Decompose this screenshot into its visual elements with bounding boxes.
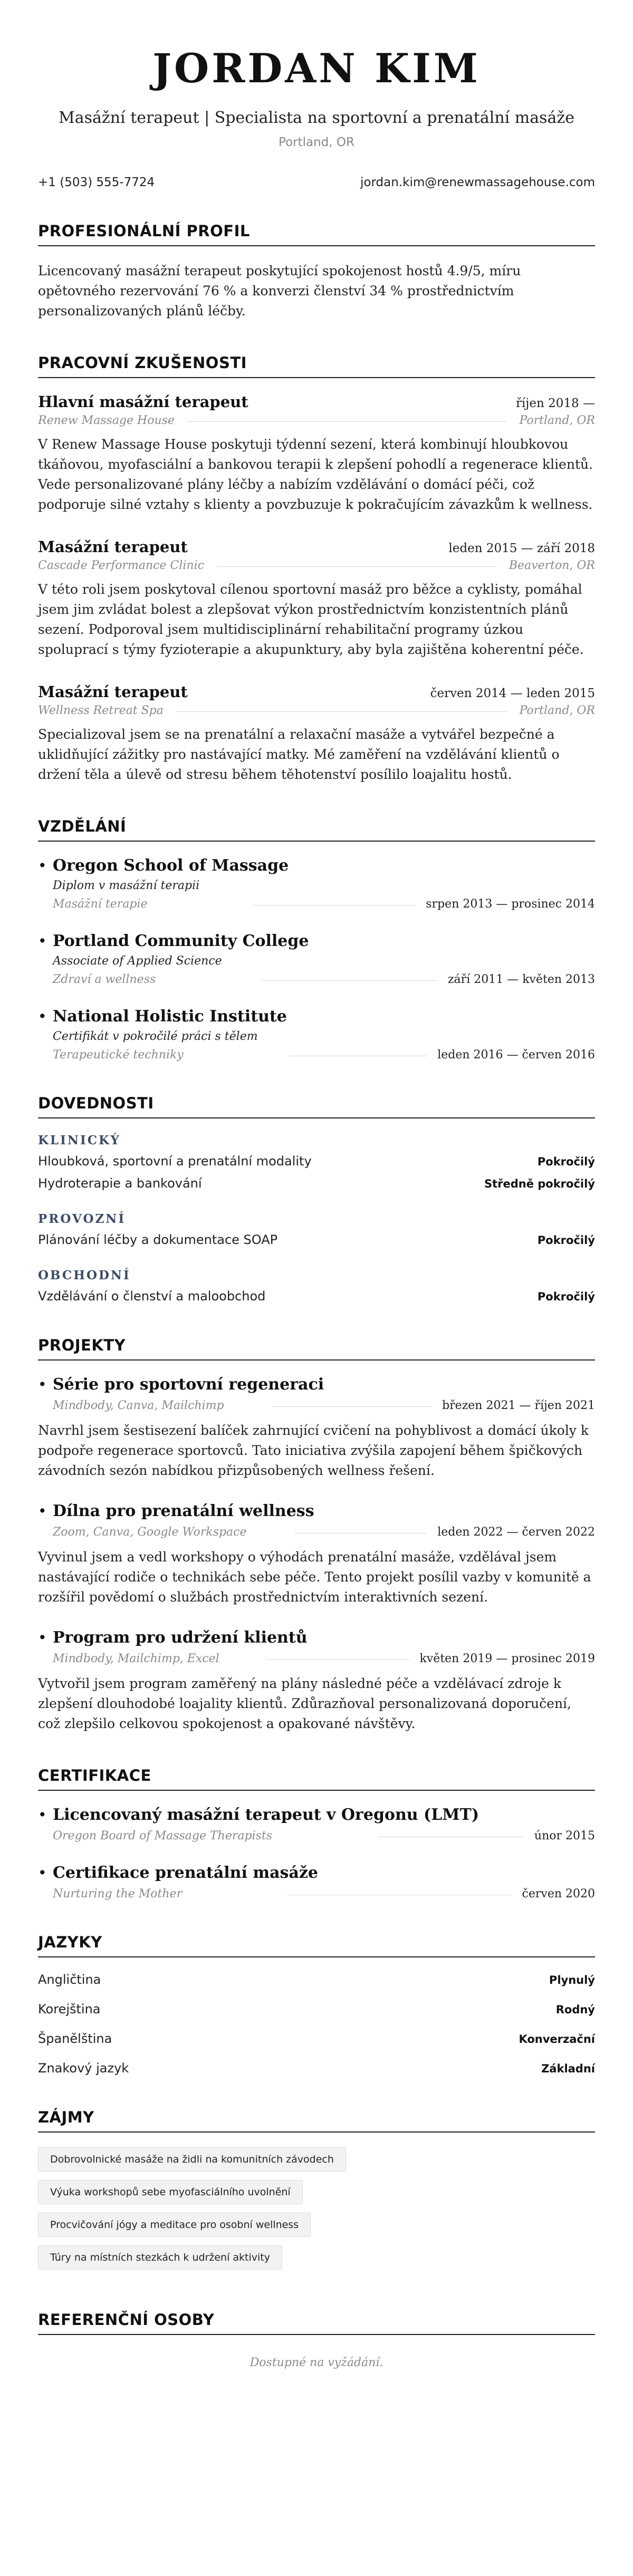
bullet-icon: • [38, 1375, 47, 1393]
language-row [38, 2002, 595, 2017]
project-date: leden 2022 — červen 2022 [437, 1525, 595, 1539]
field-of-study: Zdraví a wellness [53, 972, 156, 986]
interest-tag: Procvičování jógy a meditace pro osobní wellness [38, 2213, 311, 2237]
language-level: Rodný [555, 2003, 595, 2016]
job-location: Portland, OR [519, 413, 595, 427]
interest-tag: Výuka workshopů sebe myofasciálního uvolnění [38, 2180, 303, 2204]
job-entry [38, 393, 595, 515]
job-title: Masážní terapeut [38, 682, 188, 701]
resume-header [38, 47, 595, 149]
school-name: National Holistic Institute [53, 1007, 287, 1026]
job-date: leden 2015 — září 2018 [448, 541, 595, 555]
language-name: Korejština [38, 2001, 101, 2017]
skills-section [38, 1094, 595, 1304]
language-level: Základní [541, 2062, 595, 2075]
section-title: DOVEDNOSTI [38, 1094, 595, 1118]
skill-name: Hydroterapie a bankování [38, 1175, 202, 1191]
language-row [38, 2031, 595, 2046]
job-location: Portland, OR [519, 703, 595, 717]
experience-section [38, 354, 595, 785]
language-name: Znakový jazyk [38, 2060, 129, 2076]
certification-entry [38, 1864, 595, 1900]
interests-section [38, 2108, 595, 2278]
project-entry [38, 1628, 595, 1734]
job-description: Specializoval jsem se na prenatální a relaxační masáže a vytvářel bezpečné a uklidňující zážitky pro nastávající matky. Mé zaměření na vzdělávání klientů o držení těla a úlevě od stresu během těhotenství posílilo loajalitu hostů. [38, 726, 560, 782]
skill-level: Pokročilý [537, 1155, 595, 1168]
section-title: PROJEKTY [38, 1336, 595, 1361]
skill-category: OBCHODNÍ [38, 1268, 131, 1282]
certification-issuer: Nurturing the Mother [53, 1887, 183, 1900]
bullet-icon: • [38, 1628, 47, 1646]
project-entry [38, 1502, 595, 1607]
project-tools: Mindbody, Mailchimp, Excel [53, 1652, 219, 1665]
job-company: Wellness Retreat Spa [38, 703, 164, 717]
language-level: Plynulý [549, 1973, 595, 1986]
project-date: březen 2021 — říjen 2021 [442, 1398, 595, 1412]
section-title: JAZYKY [38, 1933, 595, 1957]
skill-row [38, 1232, 595, 1247]
degree-name: Diplom v masážní terapii [53, 879, 200, 892]
divider-line [176, 711, 507, 712]
certification-name: Certifikace prenatální masáže [53, 1863, 318, 1882]
project-description: Navrhl jsem šestisezení balíček zahrnující cvičení na pohyblivost a domácí úkoly k podpoře regenerace sportovců. Tato iniciativa zvýšila zapojení během špičkových závodních sezón nabídkou přizpůsobených wellness řešení. [38, 1422, 589, 1478]
bullet-icon: • [38, 1007, 47, 1025]
bullet-icon: • [38, 932, 47, 950]
job-title: Masážní terapeut [38, 537, 188, 556]
skill-name: Hloubková, sportovní a prenatální modality [38, 1153, 312, 1169]
skill-category: PROVOZNÍ [38, 1211, 126, 1226]
education-date: leden 2016 — červen 2016 [437, 1048, 595, 1062]
section-title: PROFESIONÁLNÍ PROFIL [38, 222, 595, 246]
project-tools: Mindbody, Canva, Mailchimp [53, 1398, 224, 1412]
profile-section [38, 222, 595, 321]
skill-name: Vzdělávání o členství a maloobchod [38, 1288, 266, 1304]
skill-level: Pokročilý [537, 1290, 595, 1303]
candidate-name: JORDAN KIM [152, 45, 481, 92]
divider-line [261, 980, 437, 981]
interest-tag: Dobrovolnické masáže na židli na komunitních závodech [38, 2147, 346, 2172]
project-name: Série pro sportovní regeneraci [53, 1375, 324, 1394]
project-date: květen 2019 — prosinec 2019 [419, 1652, 595, 1665]
divider-line [217, 566, 496, 567]
education-entry [38, 1007, 595, 1062]
skill-name: Plánování léčby a dokumentace SOAP [38, 1232, 278, 1247]
languages-section [38, 1933, 595, 2076]
job-entry [38, 683, 595, 785]
candidate-location: Portland, OR [279, 135, 354, 149]
job-location: Beaverton, OR [509, 558, 595, 572]
degree-name: Certifikát v pokročilé práci s tělem [53, 1029, 258, 1043]
field-of-study: Masážní terapie [53, 897, 148, 911]
job-company: Renew Massage House [38, 413, 175, 427]
divider-line [187, 421, 507, 422]
job-description: V Renew Massage House poskytuji týdenní sezení, která kombinují hloubkovou tkáňovou, myofasciální a bankovou terapii k zlepšení pohodlí a regenerace klientů. Vede personalizované plány léčby a nabízím vzdělávání o domácí péči, což podporuje silné vztahy s klienty a povzbuzuje k pokračujícím závazkům k wellness. [38, 436, 593, 512]
certification-entry [38, 1806, 595, 1842]
education-entry [38, 932, 595, 986]
interest-tag: Túry na místních stezkách k udržení aktivity [38, 2245, 282, 2270]
education-section [38, 817, 595, 1062]
phone-number: +1 (503) 555-7724 [38, 175, 155, 189]
divider-line [272, 1406, 432, 1407]
email-address: jordan.kim@renewmassagehouse.com [360, 175, 595, 189]
contact-row [38, 176, 595, 189]
language-level: Konverzační [519, 2032, 595, 2046]
certification-issuer: Oregon Board of Massage Therapists [53, 1829, 273, 1842]
bullet-icon: • [38, 856, 47, 874]
profile-text: Licencovaný masážní terapeut poskytující spokojenost hostů 4.9/5, míru opětovného rezervování 76 % a konverzi členství 34 % prostřednictvím personalizovaných plánů léčby. [38, 263, 521, 319]
section-title: CERTIFIKACE [38, 1767, 595, 1791]
projects-section [38, 1336, 595, 1734]
language-name: Angličtina [38, 1972, 101, 1987]
project-entry [38, 1375, 595, 1481]
candidate-subtitle: Masážní terapeut | Specialista na sportovní a prenatální masáže [59, 108, 574, 127]
certification-name: Licencovaný masážní terapeut v Oregonu (LMT) [53, 1805, 479, 1824]
job-date: říjen 2018 — [515, 396, 595, 410]
section-title: PRACOVNÍ ZKUŠENOSTI [38, 354, 595, 378]
skill-level: Středně pokročilý [484, 1177, 595, 1190]
skill-level: Pokročilý [537, 1233, 595, 1247]
school-name: Oregon School of Massage [53, 856, 289, 875]
certifications-section [38, 1767, 595, 1900]
project-description: Vyvinul jsem a vedl workshopy o výhodách prenatální masáže, vzdělával jsem nastávající rodiče o technikách sebe péče. Tento projekt posílil vazby v komunitě a rozšířil povědomí o službách prostřednictvím interaktivních sezení. [38, 1549, 591, 1605]
skill-row [38, 1289, 595, 1304]
language-row [38, 2061, 595, 2076]
language-row [38, 1972, 595, 1987]
school-name: Portland Community College [53, 931, 309, 950]
references-section [38, 2311, 595, 2369]
education-date: září 2011 — květen 2013 [447, 972, 595, 986]
job-title: Hlavní masážní terapeut [38, 392, 248, 411]
skill-row [38, 1154, 595, 1169]
job-company: Cascade Performance Clinic [38, 558, 204, 572]
certification-date: červen 2020 [522, 1887, 595, 1900]
bullet-icon: • [38, 1864, 47, 1882]
job-date: červen 2014 — leden 2015 [430, 686, 595, 700]
section-title: REFERENČNÍ OSOBY [38, 2311, 595, 2335]
bullet-icon: • [38, 1502, 47, 1520]
references-text: Dostupné na vyžádání. [250, 2356, 383, 2369]
project-tools: Zoom, Canva, Google Workspace [53, 1525, 247, 1539]
certification-date: únor 2015 [534, 1829, 595, 1842]
degree-name: Associate of Applied Science [53, 954, 222, 968]
skill-row [38, 1176, 595, 1191]
project-name: Dílna pro prenatální wellness [53, 1501, 314, 1520]
education-entry [38, 856, 595, 911]
project-description: Vytvořil jsem program zaměřený na plány následné péče a vzdělávací zdroje k zlepšení dlouhodobé loajality klientů. Zdůrazňoval personalizovaná doporučení, což zlepšilo celkovou spokojenost a opakované návštěvy. [38, 1675, 571, 1731]
language-name: Španělština [38, 2031, 112, 2046]
section-title: ZÁJMY [38, 2108, 595, 2133]
education-date: srpen 2013 — prosinec 2014 [426, 897, 595, 911]
bullet-icon: • [38, 1806, 47, 1824]
job-entry [38, 538, 595, 660]
job-description: V této roli jsem poskytoval cílenou sportovní masáž pro běžce a cyklisty, pomáhal jsem jim zvládat bolest a zlepšovat výkon prostřednictvím konzistentních plánů sezení. Podporoval jsem multidisciplinární rehabilitační programy úzkou spoluprací s týmy fyzioterapie a akupunktury, aby byla zajištěna koherentní péče. [38, 581, 584, 657]
skill-category: KLINICKÝ [38, 1133, 121, 1147]
field-of-study: Terapeutické techniky [53, 1048, 184, 1062]
project-name: Program pro udržení klientů [53, 1628, 308, 1647]
section-title: VZDĚLÁNÍ [38, 817, 595, 842]
